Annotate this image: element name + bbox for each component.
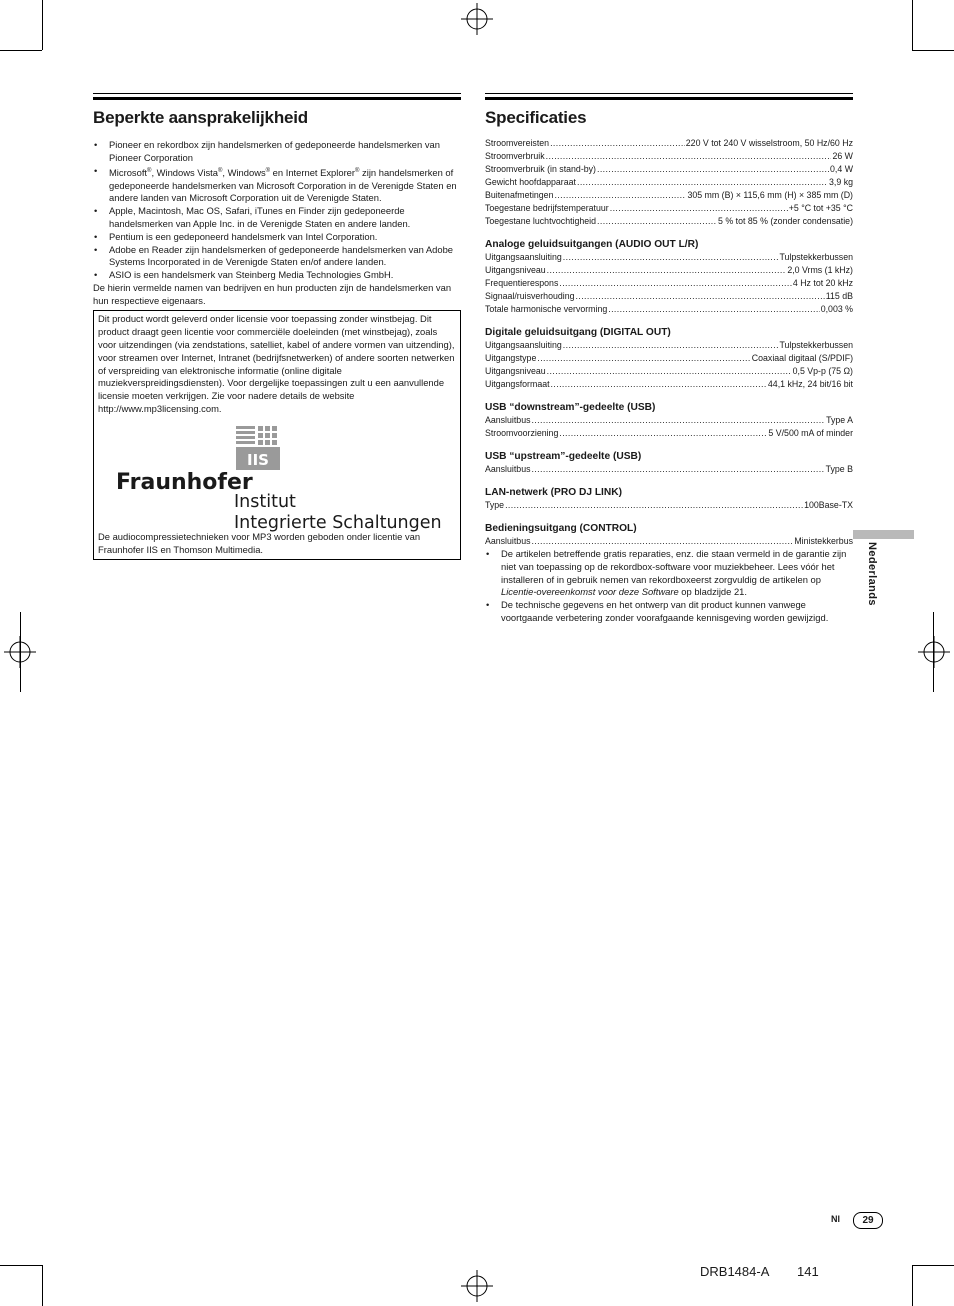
spec-row: Stroomvoorziening ..... 5 V/500 mA of minder [485,427,853,440]
language-tab-bar [853,530,914,539]
list-item: • Adobe en Reader zijn handelsmerken of gedeponeerde handelsmerken van Adobe Systems Incorporated in de Verenigde Staten en/of andere landen. [93,244,461,270]
spec-row: Uitgangstype ..... Coaxiaal digitaal (S/PDIF) [485,352,853,365]
spec-heading-lan: LAN-netwerk (PRO DJ LINK) [485,487,622,498]
spec-row: Buitenafmetingen ..... 305 mm (B) × 115,6 mm (H) × 385 mm (D) [485,189,853,202]
spec-row: Uitgangsformaat ..... 44,1 kHz, 24 bit/16 bit [485,378,853,391]
spec-row: Totale harmonische vervorming ..... 0,003 % [485,303,853,316]
crop-mark [42,0,43,50]
spec-row: Stroomverbruik (in stand-by) ..... 0,4 W [485,163,853,176]
spec-row: Aansluitbus ..... Ministekkerbus [485,535,853,548]
spec-row: Signaal/ruisverhouding ..... 115 dB [485,290,853,303]
list-item: • De technische gegevens en het ontwerp van dit product kunnen vanwege voortgaande verbetering zonder voorafgaande kennisgeving worden gewijzigd. [485,599,853,625]
registration-mark-right [918,636,950,668]
institute-name: Institut Integrierte Schaltungen [234,491,442,533]
specifications-section [485,93,853,625]
spec-row: Type ..... 100Base-TX [485,499,853,512]
crop-mark [0,50,42,51]
spec-row: Uitgangsniveau ..... 0,5 Vp-p (75 Ω) [485,365,853,378]
crop-mark [912,50,954,51]
list-item: • ASIO is een handelsmerk van Steinberg Media Technologies GmbH. [93,269,461,282]
section-rule [93,93,461,94]
fraunhofer-wordmark: Fraunhofer [116,469,253,495]
list-item: • Pioneer en rekordbox zijn handelsmerken of gedeponeerde handelsmerken van Pioneer Corporation [93,139,461,165]
spec-row: Aansluitbus ..... Type A [485,414,853,427]
spec-row: Gewicht hoofdapparaat ..... 3,9 kg [485,176,853,189]
mp3-note: De audiocompressietechnieken voor MP3 worden geboden onder licentie van Fraunhofer IIS en Thomson Multimedia. [98,530,421,555]
general-specs [485,137,853,228]
spec-row: Uitgangsaansluiting ..... Tulpstekkerbussen [485,339,853,352]
spec-notes [485,548,853,625]
specifications-title: Specificaties [485,108,587,127]
liability-section [93,93,461,560]
spec-row: Stroomvereisten ..... 220 V tot 240 V wisselstroom, 50 Hz/60 Hz [485,137,853,150]
spec-row: Aansluitbus ..... Type B [485,463,853,476]
trademark-list [93,139,461,282]
spec-row: Frequentierespons ..... 4 Hz tot 20 kHz [485,277,853,290]
section-rule [93,97,461,100]
page-number: 29 [853,1212,883,1229]
liability-title: Beperkte aansprakelijkheid [93,108,308,127]
spec-heading-usb-downstream: USB “downstream”-gedeelte (USB) [485,402,656,413]
spec-heading-control: Bedieningsuitgang (CONTROL) [485,523,637,534]
iis-logo-icon [235,425,281,471]
spec-heading-audio-out: Analoge geluidsuitgangen (AUDIO OUT L/R) [485,239,699,250]
crop-mark [933,612,934,692]
spec-row: Toegestane bedrijfstemperatuur ..... +5 °C tot +35 °C [485,202,853,215]
spec-row: Stroomverbruik ..... 26 W [485,150,853,163]
license-text: Dit product wordt geleverd onder licensie voor toepassing zonder winstbejag. Dit product draagt geen licentie voor commerciële doeleinden (met winstbejag), zoals voor uitzendingen (via zendstations, satelliet, kabel of andere vormen van uitzending), voor streamen over Internet, Intranet (bedrijfsnetwerken) of andere soorten netwerken of verspreiding van elektronische informatie (online digitale muziekverspreidingsdiensten). Voor dergelijke toepassingen zult u een aanvullende licensie moeten verkrijgen. Zie voor nadere details de website http://www.mp3licensing.com. [98,313,455,415]
license-link[interactable]: Licentie-overeenkomst voor deze Software [501,586,679,598]
svg-text:IIS: IIS [247,450,269,469]
crop-mark [912,1265,913,1306]
registration-mark-bottom [461,1270,493,1302]
spec-heading-digital-out: Digitale geluidsuitgang (DIGITAL OUT) [485,327,671,338]
list-item-warranty-note: • De artikelen betreffende gratis reparaties, enz. die staan vermeld in de garantie zijn niet van toepassing op de rekordbox-software voor muziekbeheer. Lees vóór het installeren of in gebruik nemen van rekordboxeerst zorgvuldig de artikelen op Licentie-overeenkomst voor deze Software op bladzijde 21. [485,548,853,599]
section-rule [485,97,853,100]
language-tab-label: Nederlands [866,542,878,606]
crop-mark [912,0,913,50]
list-item-microsoft: • Microsoft®, Windows Vista®, Windows® en Internet Explorer® zijn handelsmerken of gedeponeerde handelsmerken van Microsoft Corporation in de Verenigde Staten en andere landen van Microsoft Corporation uit de Verenigde Staten. [93,165,461,206]
section-rule [485,93,853,94]
crop-mark [0,1265,42,1266]
list-item: • Pentium is een gedeponeerd handelsmerk van Intel Corporation. [93,231,461,244]
spec-row: Uitgangsniveau ..... 2,0 Vrms (1 kHz) [485,264,853,277]
registration-mark-top [461,3,493,35]
crop-mark [912,1265,954,1266]
document-code: DRB1484-A [700,1264,770,1279]
language-code: Nl [831,1214,840,1224]
mp3-license-box [93,310,461,560]
spec-row: Toegestane luchtvochtigheid ..... 5 % tot 85 % (zonder condensatie) [485,215,853,228]
spec-heading-usb-upstream: USB “upstream”-gedeelte (USB) [485,451,642,462]
sheet-number: 141 [797,1264,819,1279]
crop-mark [20,612,21,692]
spec-row: Uitgangsaansluiting ..... Tulpstekkerbussen [485,251,853,264]
crop-mark [42,1265,43,1306]
names-note: De hierin vermelde namen van bedrijven en hun producten zijn de handelsmerken van hun respectieve eigenaars. [93,281,452,306]
list-item: • Apple, Macintosh, Mac OS, Safari, iTunes en Finder zijn gedeponeerde handelsmerken van Apple Inc. in de Verenigde Staten en andere landen. [93,205,461,231]
fraunhofer-logo [98,419,456,533]
